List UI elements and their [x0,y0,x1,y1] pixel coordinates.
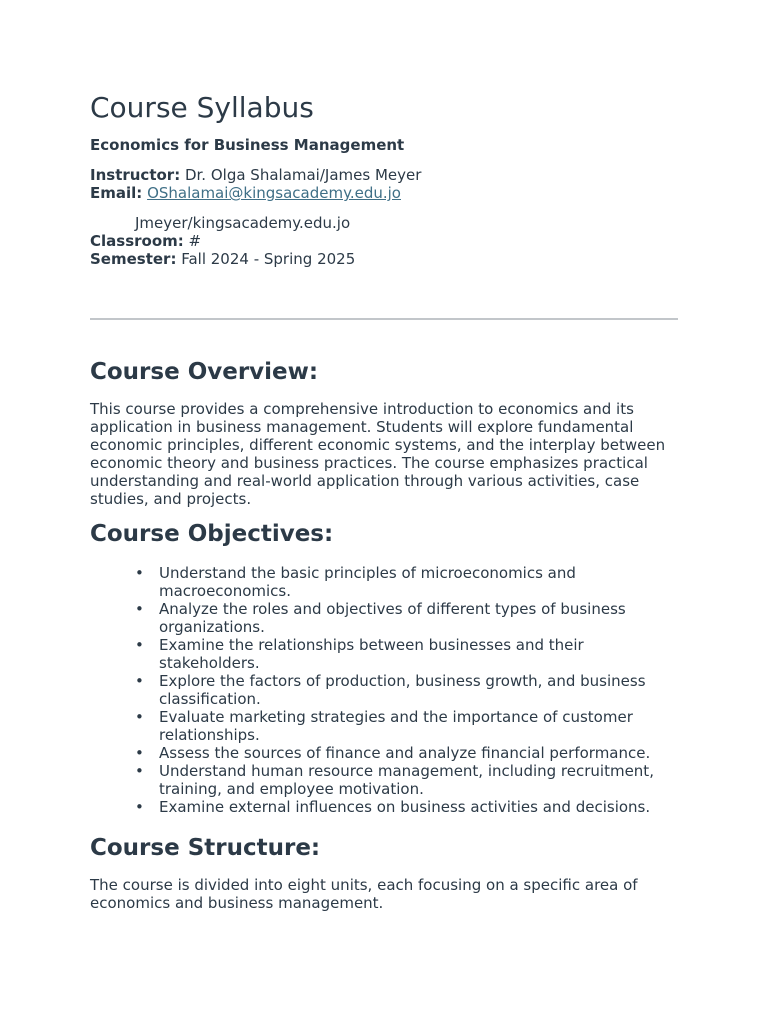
semester-label: Semester: [90,250,177,268]
list-item-text: Understand the basic principles of microeconomics and macroeconomics. [159,564,576,600]
list-item [135,762,680,798]
course-info [90,166,680,268]
instructor-label: Instructor: [90,166,181,184]
bullet-icon: • [135,744,144,762]
structure-heading: Course Structure: [90,835,321,861]
list-item [135,744,680,762]
instructor-value: Dr. Olga Shalamai/James Meyer [180,166,422,184]
list-item-text: Explore the factors of production, business growth, and business classification. [159,672,646,708]
section-divider [90,318,678,320]
list-item-text: Examine external influences on business activities and decisions. [159,798,651,816]
document-content [90,90,680,912]
email-label: Email: [90,184,143,202]
email-link[interactable]: OShalamai@kingsacademy.edu.jo [147,184,401,202]
bullet-icon: • [135,600,144,618]
objectives-heading: Course Objectives: [90,521,334,547]
bullet-icon: • [135,708,144,726]
list-item-text: Analyze the roles and objectives of different types of business organizations. [159,600,626,636]
classroom-line [90,232,680,250]
objectives-list [90,564,680,816]
list-item-text: Assess the sources of finance and analyze financial performance. [159,744,651,762]
list-item [135,564,680,600]
bullet-icon: • [135,636,144,654]
instructor-line [90,166,680,184]
semester-value: Fall 2024 - Spring 2025 [176,250,356,268]
list-item [135,672,680,708]
overview-text: This course provides a comprehensive introduction to economics and its application in business management. Students will explore fundamental economic principles, different economic systems, and the interplay between economic theory and business practices. The course emphasizes practical understanding and real-world application through various activities, case studies, and projects. [90,400,666,508]
bullet-icon: • [135,564,144,582]
list-item-text: Evaluate marketing strategies and the importance of customer relationships. [159,708,633,744]
classroom-value: # [183,232,202,250]
email-secondary: Jmeyer/kingsacademy.edu.jo [135,214,351,232]
list-item [135,636,680,672]
classroom-label: Classroom: [90,232,184,250]
email-line [90,184,680,202]
list-item [135,798,680,816]
page-title: Course Syllabus [90,91,314,124]
semester-line [90,250,680,268]
list-item-text: Examine the relationships between businesses and their stakeholders. [159,636,584,672]
list-item-text: Understand human resource management, including recruitment, training, and employee motivation. [159,762,654,798]
overview-heading: Course Overview: [90,359,319,385]
bullet-icon: • [135,798,144,816]
list-item [135,600,680,636]
structure-text: The course is divided into eight units, each focusing on a specific area of economics and business management. [90,876,638,912]
list-item [135,708,680,744]
bullet-icon: • [135,672,144,690]
course-subtitle: Economics for Business Management [90,136,405,154]
bullet-icon: • [135,762,144,780]
